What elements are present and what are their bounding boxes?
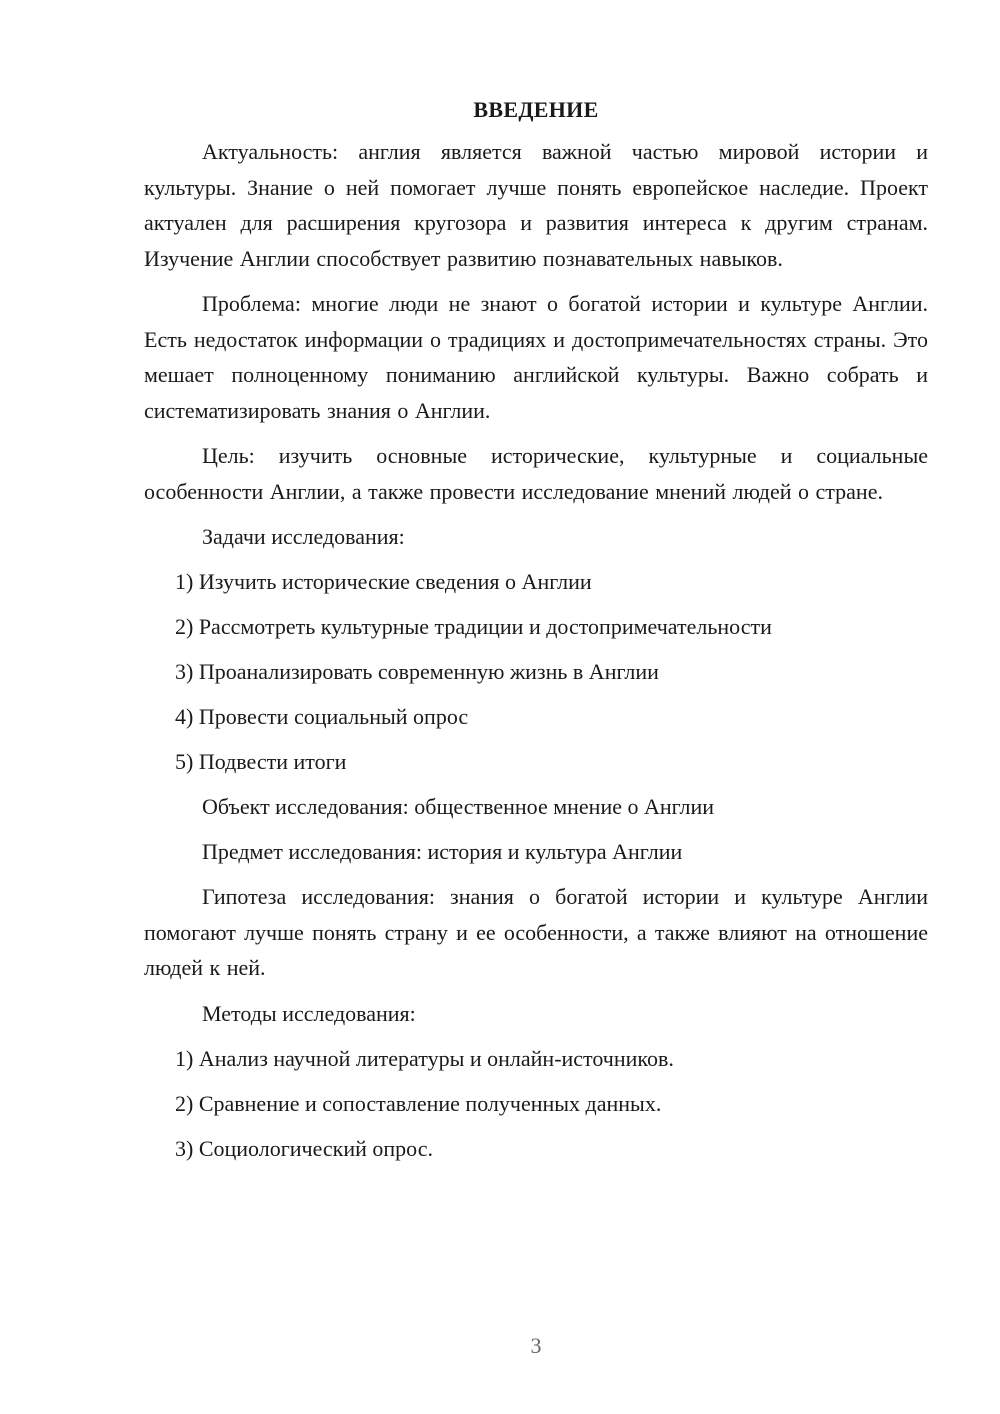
task-item: 5) Подвести итоги <box>175 749 347 774</box>
tasks-list <box>144 564 928 779</box>
task-item: 3) Проанализировать современную жизнь в Англии <box>175 659 659 684</box>
task-item: 2) Рассмотреть культурные традиции и достопримечательности <box>175 614 772 639</box>
relevance-paragraph: Актуальность: англия является важной частью мировой истории и культуры. Знание о ней помогает лучше понять европейское наследие. Проект актуален для расширения кругозора и развития интереса к другим странам. Изучение Англии способствует развитию познавательных навыков. <box>144 139 928 271</box>
method-item: 2) Сравнение и сопоставление полученных данных. <box>175 1090 662 1116</box>
object-line: Объект исследования: общественное мнение о Англии <box>202 794 715 819</box>
subject-line: Предмет исследования: история и культура Англии <box>202 839 683 864</box>
task-item: 1) Изучить исторические сведения о Англии <box>175 569 592 594</box>
methods-title: Методы исследования: <box>202 1000 416 1026</box>
problem-paragraph: Проблема: многие люди не знают о богатой истории и культуре Англии. Есть недостаток информации о традициях и достопримечательностях страны. Это мешает полноценному пониманию английской культуры. Важно собрать и систематизировать знания о Англии. <box>144 291 928 423</box>
hypothesis-paragraph: Гипотеза исследования: знания о богатой истории и культуре Англии помогают лучше понять страну и ее особенности, а также влияют на отношение людей к ней. <box>144 884 928 980</box>
section-heading: ВВЕДЕНИЕ <box>473 97 599 122</box>
method-item: 3) Социологический опрос. <box>175 1135 433 1161</box>
methods-list <box>144 1041 928 1166</box>
document-page <box>144 92 928 1176</box>
task-item: 4) Провести социальный опрос <box>175 704 469 729</box>
goal-paragraph: Цель: изучить основные исторические, культурные и социальные особенности Англии, а также провести исследование мнений людей о стране. <box>144 443 928 504</box>
method-item: 1) Анализ научной литературы и онлайн-источников. <box>175 1045 674 1071</box>
tasks-title: Задачи исследования: <box>202 524 405 549</box>
page-number: 3 <box>530 1333 542 1358</box>
